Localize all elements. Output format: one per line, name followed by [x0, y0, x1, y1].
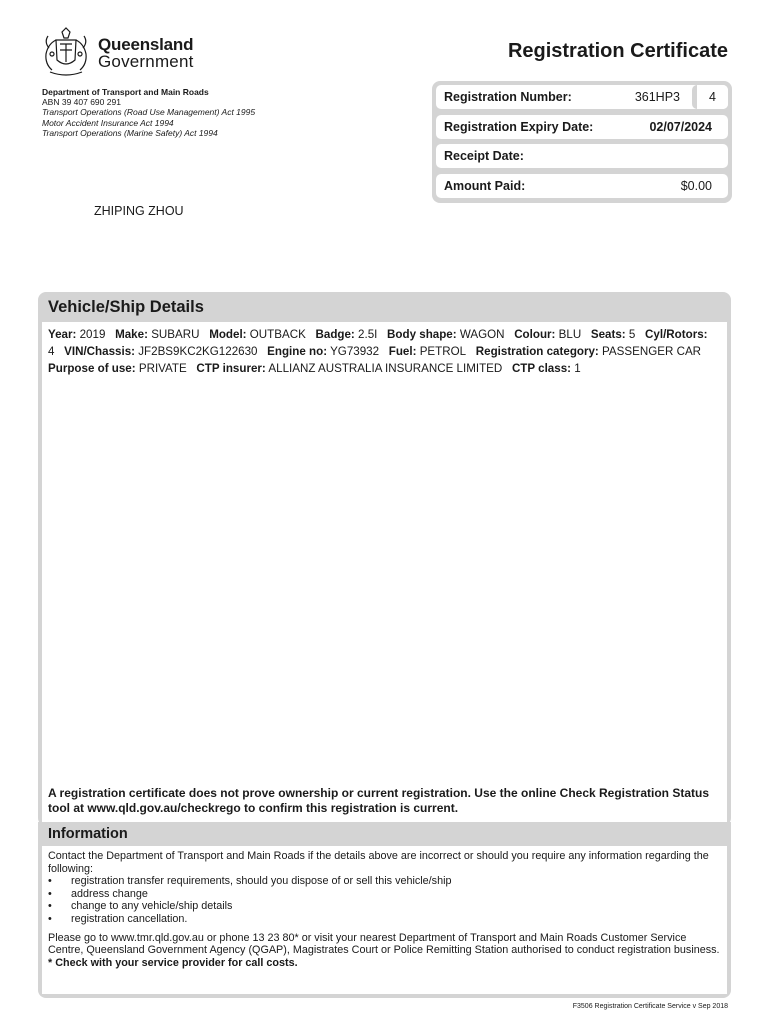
vehicle-field-value: WAGON	[459, 328, 505, 341]
vehicle-field	[476, 345, 701, 358]
vehicle-field	[48, 362, 187, 375]
vehicle-field-value: PETROL	[419, 345, 467, 358]
list-item	[48, 913, 721, 926]
vehicle-field-label: VIN/Chassis:	[64, 345, 136, 358]
registration-number-value: 361HP3	[634, 90, 680, 104]
vehicle-field-label: Badge:	[315, 328, 355, 341]
registration-notice: A registration certificate does not prove ownership or current registration. Use the online Check Registration Status tool at www.qld.gov.au/checkrego to confirm this registration is current.	[48, 786, 710, 815]
vehicle-field-value: OUTBACK	[249, 328, 306, 341]
vehicle-field-label: Engine no:	[267, 345, 328, 358]
vehicle-field-value: 5	[628, 328, 636, 341]
registration-expiry-value: 02/07/2024	[649, 119, 712, 134]
call-costs-note: * Check with your service provider for call costs.	[48, 956, 298, 969]
vehicle-field-label: Colour:	[514, 328, 556, 341]
owner-name: ZHIPING ZHOU	[94, 204, 184, 218]
vehicle-field-value: BLU	[558, 328, 582, 341]
department-details	[42, 87, 255, 138]
vehicle-field-value: SUBARU	[151, 328, 200, 341]
vehicle-field	[387, 328, 504, 341]
information-heading: Information	[48, 826, 128, 842]
bullet: •	[48, 887, 52, 900]
department-act: Transport Operations (Road Use Management) Act 1995	[42, 107, 256, 118]
vehicle-field	[115, 328, 199, 341]
department-abn: ABN 39 407 690 291	[42, 97, 121, 108]
receipt-date-row	[436, 144, 728, 168]
form-footer-code: F3506 Registration Certificate Service v Sep 2018	[572, 1003, 728, 1010]
bullet: •	[48, 875, 52, 888]
vehicle-field	[591, 328, 636, 341]
list-item	[48, 875, 721, 888]
vehicle-field-value: 2.5I	[358, 328, 378, 341]
department-act: Motor Accident Insurance Act 1994	[42, 117, 174, 128]
amount-paid-row	[436, 174, 728, 198]
vehicle-details-panel	[38, 292, 731, 826]
amount-paid-value: $0.00	[680, 178, 712, 193]
vehicle-field	[196, 362, 502, 375]
registration-summary	[432, 81, 732, 203]
vehicle-field-label: Registration category:	[475, 345, 599, 358]
vehicle-field-value: ALLIANZ AUSTRALIA INSURANCE LIMITED	[268, 362, 503, 375]
vehicle-field	[267, 345, 379, 358]
vehicle-field-value: JF2BS9KC2KG122630	[138, 345, 258, 358]
certificate-title: Registration Certificate	[507, 40, 728, 62]
vehicle-field-label: Seats:	[590, 328, 626, 341]
list-item	[48, 900, 721, 913]
bullet: •	[48, 900, 52, 913]
vehicle-field-label: Body shape:	[387, 328, 457, 341]
list-item-text: change to any vehicle/ship details	[71, 900, 233, 913]
list-item	[48, 888, 721, 901]
department-act: Transport Operations (Marine Safety) Act 1994	[42, 127, 218, 138]
vehicle-field-label: Fuel:	[388, 345, 417, 358]
list-item-text: address change	[71, 887, 148, 900]
vehicle-field-value: PASSENGER CAR	[602, 345, 702, 358]
vehicle-field	[48, 328, 105, 341]
vehicle-field	[64, 345, 257, 358]
vehicle-field-value: 2019	[79, 328, 106, 341]
vehicle-field-label: Year:	[48, 328, 77, 341]
vehicle-field-label: Make:	[115, 328, 148, 341]
vehicle-field-value: 1	[574, 362, 581, 375]
vehicle-field-label: Cyl/Rotors:	[645, 328, 708, 341]
vehicle-field	[512, 362, 581, 375]
vehicle-field-label: Purpose of use:	[48, 362, 136, 375]
logo-line-government: Government	[98, 52, 194, 71]
vehicle-field	[209, 328, 306, 341]
vehicle-field	[514, 328, 581, 341]
vehicle-field	[389, 345, 466, 358]
information-panel	[38, 822, 731, 998]
information-contact: Please go to www.tmr.qld.gov.au or phone 13 23 80* or visit your nearest Department of Transport and Main Roads Customer Service Centre, Queensland Government Agency (QGAP), Magistrates Court or Police Remitting Station authorised to conduct registration business.	[48, 931, 720, 957]
vehicle-field-value: YG73932	[330, 345, 380, 358]
information-bullets	[48, 875, 721, 925]
vehicle-details-heading: Vehicle/Ship Details	[48, 297, 204, 316]
list-item-text: registration cancellation.	[71, 912, 188, 925]
list-item-text: registration transfer requirements, should you dispose of or sell this vehicle/ship	[71, 875, 452, 888]
registration-number-suffix: 4	[692, 85, 728, 109]
registration-expiry-label: Registration Expiry Date:	[444, 119, 594, 134]
department-name: Department of Transport and Main Roads	[42, 87, 209, 97]
bullet: •	[48, 912, 52, 925]
information-body	[42, 846, 727, 994]
vehicle-field-label: CTP class:	[511, 362, 572, 375]
vehicle-field-label: CTP insurer:	[196, 362, 266, 375]
amount-paid-label: Amount Paid:	[444, 178, 526, 193]
vehicle-field-value: 4	[48, 345, 55, 358]
vehicle-field	[316, 328, 378, 341]
vehicle-details-body	[42, 322, 727, 822]
receipt-date-label: Receipt Date:	[444, 149, 524, 163]
registration-number-row	[436, 85, 728, 109]
vehicle-field-value: PRIVATE	[138, 362, 187, 375]
registration-number-label: Registration Number:	[444, 90, 572, 104]
information-intro: Contact the Department of Transport and Main Roads if the details above are incorrect or should you require any information regarding the following:	[48, 850, 709, 875]
vehicle-field-label: Model:	[209, 328, 247, 341]
coat-of-arms-icon	[40, 26, 92, 80]
qld-government-logo	[40, 26, 210, 82]
vehicle-fields	[48, 326, 721, 377]
registration-expiry-row	[436, 115, 728, 139]
logo-line-queensland: Queensland	[98, 35, 194, 54]
logo-wordmark	[98, 36, 194, 70]
